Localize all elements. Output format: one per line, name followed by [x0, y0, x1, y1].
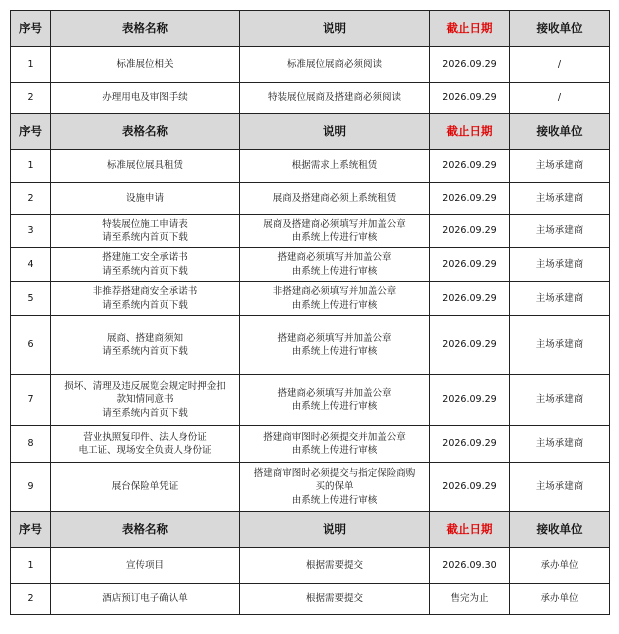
cell-desc-line: 搭建商必须填写并加盖公章 [277, 332, 392, 344]
cell-name [51, 282, 240, 316]
cell-deadline: 2026.09.29 [430, 375, 510, 426]
cell-name-line: 标准展位相关 [116, 58, 174, 70]
cell-name-line: 电工证、现场安全负责人身份证 [78, 445, 212, 456]
cell-name-line: 请至系统内首页下载 [102, 407, 188, 419]
cell-name [51, 83, 240, 114]
cell-no: 2 [11, 83, 51, 114]
cell-name-line: 请至系统内首页下载 [102, 265, 188, 277]
cell-no: 4 [11, 248, 51, 282]
cell-deadline: 2026.09.29 [430, 282, 510, 316]
cell-no: 7 [11, 375, 51, 426]
header-desc: 说明 [240, 114, 430, 150]
cell-name-line: 损坏、清理及违反展览会规定时押金扣 [64, 380, 226, 392]
cell-name-line: 款知情同意书 [116, 394, 174, 406]
cell-desc-line: 展商及搭建商必须上系统租赁 [272, 192, 397, 204]
cell-desc-line: 由系统上传进行审核 [291, 232, 378, 243]
cell-desc [240, 316, 430, 375]
cell-name [51, 426, 240, 463]
cell-desc-line: 由系统上传进行审核 [291, 346, 378, 357]
cell-desc-line: 特装展位展商及搭建商必须阅读 [267, 92, 401, 104]
header-desc: 说明 [240, 11, 430, 47]
table-row [11, 316, 610, 375]
header-deadline: 截止日期 [430, 11, 510, 47]
table-row [11, 282, 610, 316]
cell-desc-line: 买的保单 [315, 481, 354, 493]
table-row [11, 215, 610, 248]
cell-desc [240, 47, 430, 83]
cell-receiver: / [510, 83, 610, 114]
cell-no: 1 [11, 548, 51, 584]
cell-desc-line: 非搭建商必须填写并加盖公章 [272, 286, 397, 297]
header-no: 序号 [11, 11, 51, 47]
cell-receiver: 主场承建商 [510, 248, 610, 282]
cell-name-line: 营业执照复印件、法人身份证 [83, 431, 207, 443]
cell-name [51, 248, 240, 282]
cell-no: 2 [11, 183, 51, 215]
cell-no: 1 [11, 150, 51, 183]
cell-receiver: 主场承建商 [510, 463, 610, 512]
cell-receiver: 主场承建商 [510, 426, 610, 463]
cell-desc-line: 根据需要提交 [305, 593, 363, 605]
table-row [11, 183, 610, 215]
header-no: 序号 [11, 512, 51, 548]
cell-desc-line: 搭建商审图时必须提交与指定保险商购 [253, 467, 416, 479]
cell-desc [240, 426, 430, 463]
cell-no: 5 [11, 282, 51, 316]
cell-name-line: 宣传项目 [125, 559, 164, 571]
cell-no: 1 [11, 47, 51, 83]
cell-deadline: 2026.09.30 [430, 548, 510, 584]
table-row [11, 463, 610, 512]
cell-name [51, 548, 240, 584]
cell-name-line: 搭建施工安全承诺书 [102, 252, 188, 263]
cell-receiver: 主场承建商 [510, 150, 610, 183]
cell-desc-line: 由系统上传进行审核 [291, 494, 378, 506]
cell-desc-line: 展商及搭建商必须填写并加盖公章 [263, 218, 406, 230]
cell-receiver: 承办单位 [510, 584, 610, 615]
cell-no: 2 [11, 584, 51, 615]
cell-name [51, 375, 240, 426]
table-row [11, 150, 610, 183]
forms-table [10, 10, 610, 615]
cell-name-line: 展台保险单凭证 [111, 481, 179, 493]
forms-table-sheet [10, 10, 609, 615]
cell-no: 8 [11, 426, 51, 463]
header-name: 表格名称 [51, 114, 240, 150]
cell-name [51, 584, 240, 615]
cell-name-line: 请至系统内首页下载 [102, 299, 188, 311]
table-row [11, 375, 610, 426]
header-receiver: 接收单位 [510, 11, 610, 47]
cell-desc-line: 根据需要提交 [305, 559, 363, 571]
header-deadline: 截止日期 [430, 512, 510, 548]
header-receiver: 接收单位 [510, 114, 610, 150]
cell-desc-line: 搭建商必须填写并加盖公章 [277, 387, 392, 399]
cell-deadline: 2026.09.29 [430, 426, 510, 463]
cell-name-line: 酒店预订电子确认单 [102, 593, 188, 605]
header-deadline: 截止日期 [430, 114, 510, 150]
cell-name [51, 316, 240, 375]
cell-receiver: 主场承建商 [510, 375, 610, 426]
cell-desc-line: 搭建商审图时必须提交并加盖公章 [263, 431, 406, 443]
cell-name-line: 设施申请 [125, 192, 164, 204]
cell-desc [240, 83, 430, 114]
cell-deadline: 2026.09.29 [430, 248, 510, 282]
header-no: 序号 [11, 114, 51, 150]
cell-name-line: 特装展位施工申请表 [102, 218, 188, 230]
header-row [11, 114, 610, 150]
cell-deadline: 2026.09.29 [430, 183, 510, 215]
cell-name [51, 150, 240, 183]
cell-desc [240, 215, 430, 248]
cell-name [51, 215, 240, 248]
cell-no: 6 [11, 316, 51, 375]
cell-name [51, 463, 240, 512]
cell-receiver: / [510, 47, 610, 83]
cell-name-line: 办理用电及审图手续 [102, 92, 188, 104]
cell-receiver: 承办单位 [510, 548, 610, 584]
cell-name-line: 展商、搭建商须知 [106, 332, 183, 344]
cell-receiver: 主场承建商 [510, 282, 610, 316]
cell-deadline: 售完为止 [430, 584, 510, 615]
cell-deadline: 2026.09.29 [430, 47, 510, 83]
table-row [11, 548, 610, 584]
cell-desc [240, 183, 430, 215]
header-row [11, 11, 610, 47]
table-row [11, 248, 610, 282]
cell-receiver: 主场承建商 [510, 183, 610, 215]
cell-deadline: 2026.09.29 [430, 150, 510, 183]
cell-desc-line: 由系统上传进行审核 [291, 299, 378, 311]
forms-table-body [11, 11, 610, 615]
cell-desc [240, 282, 430, 316]
cell-deadline: 2026.09.29 [430, 215, 510, 248]
cell-desc [240, 463, 430, 512]
header-desc: 说明 [240, 512, 430, 548]
header-name: 表格名称 [51, 11, 240, 47]
cell-desc-line: 标准展位展商必须阅读 [286, 58, 382, 70]
cell-deadline: 2026.09.29 [430, 463, 510, 512]
cell-name [51, 183, 240, 215]
cell-no: 9 [11, 463, 51, 512]
header-receiver: 接收单位 [510, 512, 610, 548]
cell-receiver: 主场承建商 [510, 215, 610, 248]
cell-no: 3 [11, 215, 51, 248]
cell-name-line: 标准展位展具租赁 [106, 160, 183, 172]
header-row [11, 512, 610, 548]
cell-desc [240, 548, 430, 584]
cell-desc [240, 584, 430, 615]
table-row [11, 83, 610, 114]
cell-desc [240, 375, 430, 426]
cell-receiver: 主场承建商 [510, 316, 610, 375]
cell-name-line: 请至系统内首页下载 [102, 346, 188, 357]
header-name: 表格名称 [51, 512, 240, 548]
cell-name-line: 请至系统内首页下载 [102, 232, 188, 243]
cell-desc-line: 搭建商必须填写并加盖公章 [277, 252, 392, 263]
cell-deadline: 2026.09.29 [430, 83, 510, 114]
cell-desc-line: 由系统上传进行审核 [291, 445, 378, 456]
cell-desc-line: 由系统上传进行审核 [291, 265, 378, 277]
cell-desc-line: 根据需求上系统租赁 [291, 160, 378, 172]
cell-deadline: 2026.09.29 [430, 316, 510, 375]
cell-name [51, 47, 240, 83]
cell-desc [240, 150, 430, 183]
table-row [11, 426, 610, 463]
table-row [11, 584, 610, 615]
cell-name-line: 非推荐搭建商安全承诺书 [92, 286, 198, 297]
cell-desc [240, 248, 430, 282]
cell-desc-line: 由系统上传进行审核 [291, 401, 378, 412]
table-row [11, 47, 610, 83]
